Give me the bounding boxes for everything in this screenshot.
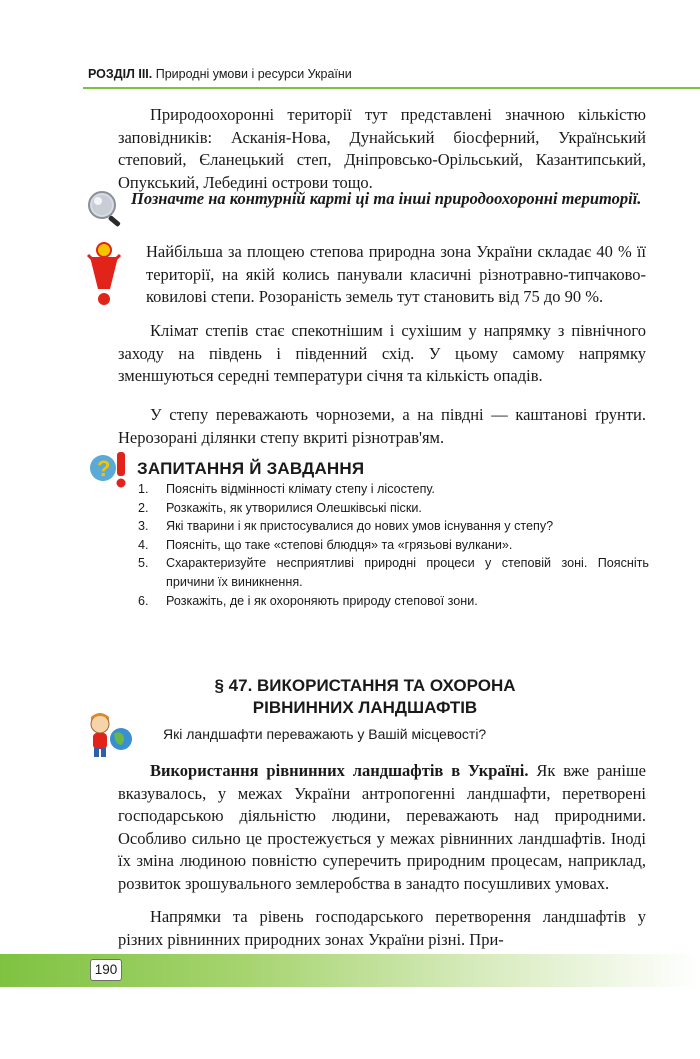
list-item: 2. Розкажіть, як утворилися Олешківські піски. bbox=[138, 500, 422, 515]
paragraph-climate: Клімат степів стає спекотнішим і сухішим у напрямку з північного заходу на південь і південний схід. У цьому самому напрямку зменшуються середні температури січня та кількість опадів. bbox=[118, 321, 646, 386]
question-exclamation-icon bbox=[87, 448, 133, 499]
paragraph-heading-line1: § 47. ВИКОРИСТАННЯ ТА ОХОРОНА bbox=[214, 676, 516, 695]
paragraph-usage bbox=[118, 760, 646, 896]
section-title: Природні умови і ресурси України bbox=[155, 67, 352, 81]
task-instruction: Позначте на контурній карті ці та інші природоохоронні території. bbox=[131, 189, 642, 208]
svg-text:?: ? bbox=[97, 456, 111, 481]
page-number: 190 bbox=[90, 959, 122, 981]
boy-with-globe-icon bbox=[86, 712, 134, 763]
running-header bbox=[88, 67, 352, 81]
paragraph-heading-line2: РІВНИННИХ ЛАНДШАФТІВ bbox=[252, 698, 478, 717]
paragraph-last: Напрямки та рівень господарського перетворення ландшафтів у різних рівнинних природних зонах України різні. При- bbox=[118, 907, 646, 949]
paragraph-soils: У степу переважають чорноземи, а на півдні — каштанові ґрунти. Нерозорані ділянки степу вкриті різнотрав'ям. bbox=[118, 405, 646, 447]
header-divider bbox=[83, 87, 700, 89]
list-item: 6. Розкажіть, де і як охороняють природу степової зони. bbox=[138, 593, 478, 608]
list-item: 5. Схарактеризуйте несприятливі природні процеси у степовій зоні. Поясніть причини їх виникнення. bbox=[138, 556, 649, 589]
usage-text: Як вже раніше вказувалось, у межах України антропогенні ландшафти, перетворені господарською діяльністю людини, переважають над природними. Особливо сильно це простежується у межах рівнинних ландшафтів. Іноді їх зміна людиною повністю суперечить природним процесам, наприклад, розвиток зрошувального землеробства в занадто посушливих умовах. bbox=[118, 761, 646, 893]
magnifier-icon bbox=[86, 188, 126, 233]
paragraph-heading bbox=[118, 675, 612, 719]
intro-question: Які ландшафти переважають у Вашій місцевості? bbox=[163, 726, 487, 742]
paragraph-reserves: Природоохоронні території тут представлені значною кількістю заповідників: Асканія-Нова, Дунайський біосферний, Український степовий, Єланецький степ, Дніпровсько-Орільський, Казантипський, Опукський, Лебедині острови тощо. bbox=[118, 105, 646, 192]
section-label: РОЗДІЛ ІІІ. bbox=[88, 67, 153, 81]
list-item: 4. Поясніть, що таке «степові блюдця» та «грязьові вулкани». bbox=[138, 537, 513, 552]
questions-title: ЗАПИТАННЯ Й ЗАВДАННЯ bbox=[137, 459, 365, 478]
list-item: 3. Які тварини і як пристосувалися до нових умов існування у степу? bbox=[138, 519, 554, 534]
exclamation-figure-icon bbox=[84, 239, 124, 316]
list-item: 1. Поясніть відмінності клімату степу і лісостепу. bbox=[138, 482, 435, 496]
usage-lead: Використання рівнинних ландшафтів в Україні. bbox=[150, 761, 529, 780]
paragraph-area: Найбільша за площею степова природна зона України складає 40 % її території, на якій колись панували класичні різнотравно-типчаково-ковилові степи. Розораність земель тут становить від 75 до 90 %. bbox=[146, 242, 646, 307]
questions-list bbox=[134, 480, 649, 610]
